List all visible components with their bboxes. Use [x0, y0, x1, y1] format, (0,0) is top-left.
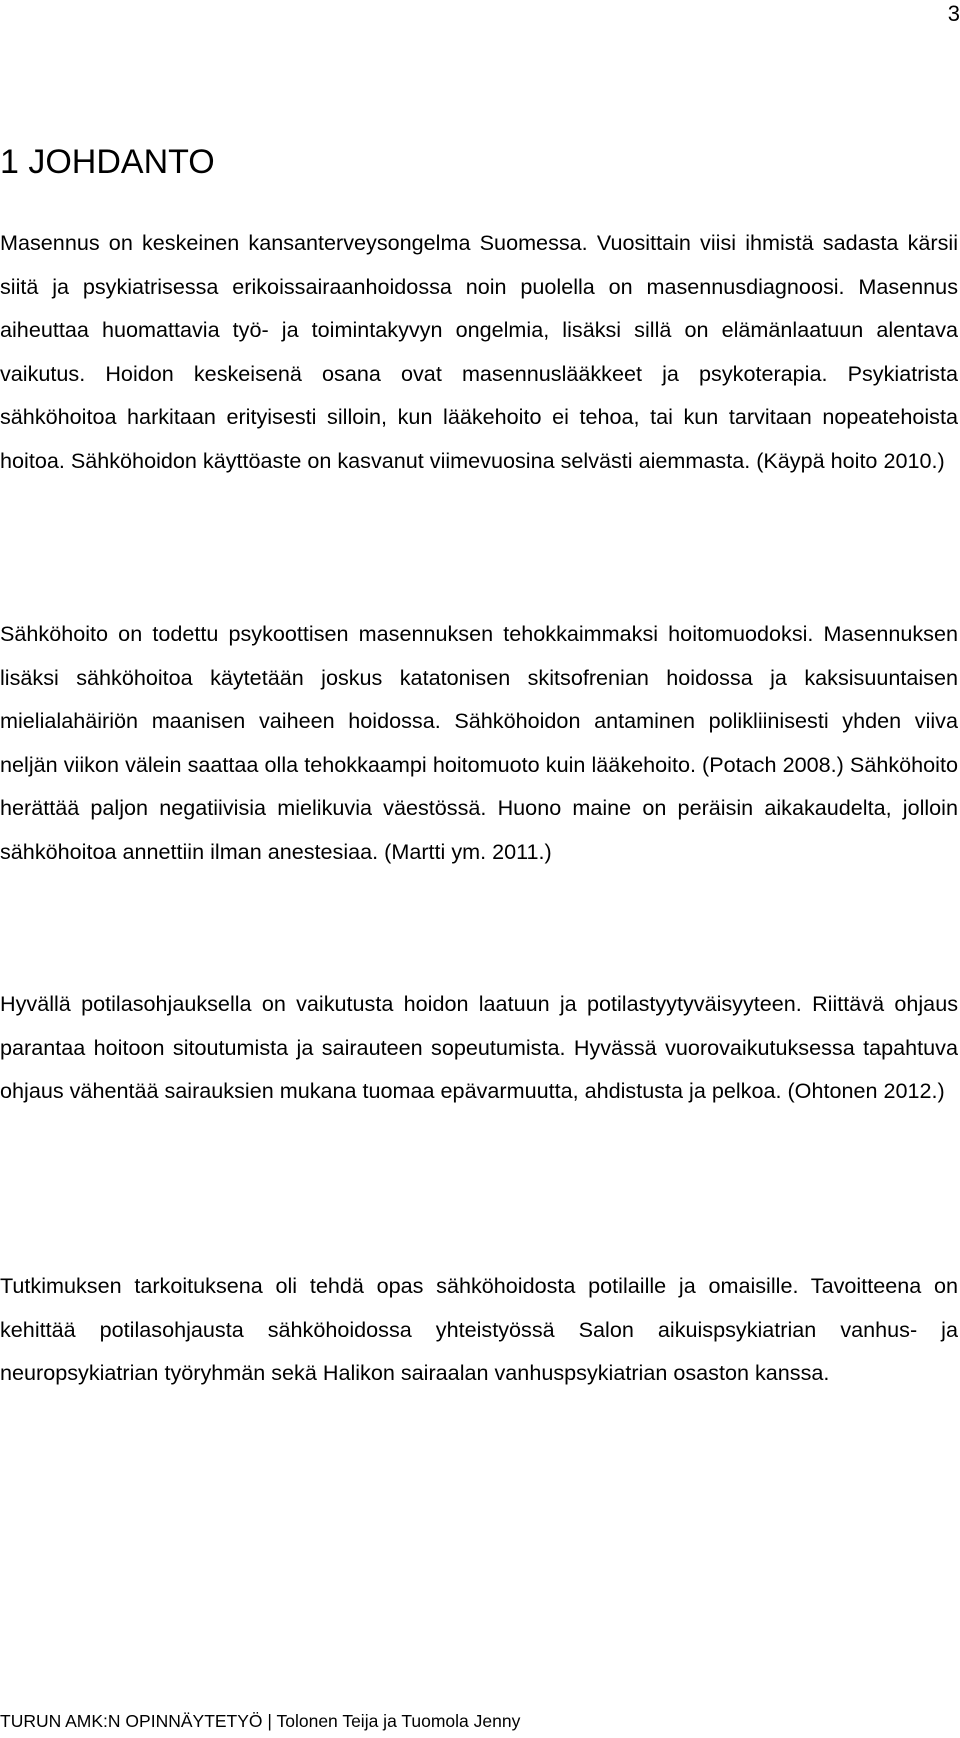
page-footer: TURUN AMK:N OPINNÄYTETYÖ | Tolonen Teija ja Tuomola Jenny	[0, 1711, 521, 1731]
chapter-heading: 1 JOHDANTO	[0, 143, 215, 181]
paragraph-study-purpose: Tutkimuksen tarkoituksena oli tehdä opas sähköhoidosta potilaille ja omaisille. Tavoitteena on kehittää potilasohjausta sähköhoidossa yhteistyössä Salon aikuispsykiatrian vanhus- ja neuropsykiatrian työryhmän sekä Halikon sairaalan vanhuspsykiatrian osaston kanssa.	[0, 1273, 958, 1385]
page-number: 3	[947, 1, 960, 26]
paragraph-intro: Masennus on keskeinen kansanterveysongelma Suomessa. Vuosittain viisi ihmistä sadasta kärsii siitä ja psykiatrisessa erikoissairaanhoidossa noin puolella on masennusdiagnoosi. Masennus aiheuttaa huomattavia työ- ja toimintakyvyn ongelmia, lisäksi sillä on elämänlaatuun alentava vaikutus. Hoidon keskeisenä osana ovat masennuslääkkeet ja psykoterapia. Psykiatrista sähköhoitoa harkitaan erityisesti silloin, kun lääkehoito ei tehoa, tai kun tarvitaan nopeatehoista hoitoa. Sähköhoidon käyttöaste on kasvanut viimevuosina selvästi aiemmasta. (Käypä hoito 2010.)	[0, 230, 958, 473]
paragraph-patient-guidance: Hyvällä potilasohjauksella on vaikutusta hoidon laatuun ja potilastyytyväisyyteen. Riittävä ohjaus parantaa hoitoon sitoutumista ja sairauteen sopeutumista. Hyvässä vuorovaikutuksessa tapahtuva ohjaus vähentää sairauksien mukana tuomaa epävarmuutta, ahdistusta ja pelkoa. (Ohtonen 2012.)	[0, 991, 958, 1103]
paragraph-ect-effectiveness: Sähköhoito on todettu psykoottisen masennuksen tehokkaimmaksi hoitomuodoksi. Masennuksen lisäksi sähköhoitoa käytetään joskus katatonisen skitsofrenian hoidossa ja kaksisuuntaisen mielialahäiriön maanisen vaiheen hoidossa. Sähköhoidon antaminen polikliinisesti yhden viiva neljän viikon välein saattaa olla tehokkaampi hoitomuoto kuin lääkehoito. (Potach 2008.) Sähköhoito herättää paljon negatiivisia mielikuvia väestössä. Huono maine on peräisin aikakaudelta, jolloin sähköhoitoa annettiin ilman anestesiaa. (Martti ym. 2011.)	[0, 621, 958, 864]
